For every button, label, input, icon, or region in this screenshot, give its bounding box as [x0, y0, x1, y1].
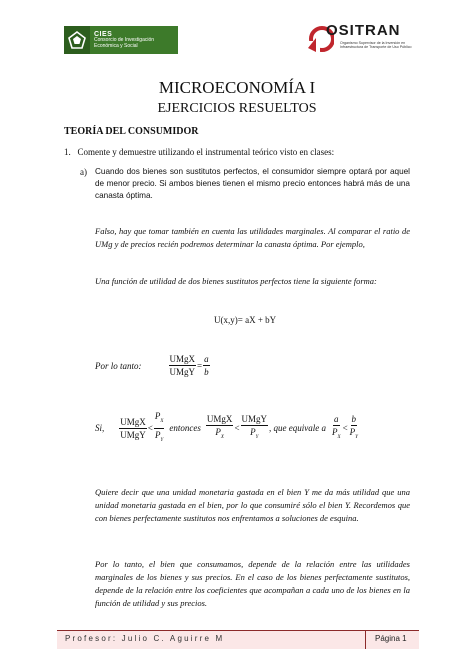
item-a-text: Cuando dos bienes son sustitutos perfectos, el consumidor siempre optará por aquel de menor precio. Si ambos bienes tienen el mismo precio entonces habrá más de una canasta óptima. [95, 167, 410, 200]
page-footer [57, 631, 419, 649]
frac-numerator: a [204, 354, 209, 364]
frac-numerator: a [334, 413, 339, 424]
cies-line1: Consorcio de Investigación [94, 37, 155, 44]
frac-denominator [154, 429, 164, 446]
si-label: Si, [95, 423, 105, 434]
equals-sign: = [197, 360, 203, 371]
frac-numerator: UMgX [206, 413, 233, 424]
umg-ratio-fraction [169, 354, 197, 377]
frac-denominator: UMgY [120, 429, 146, 440]
subscript: Y [255, 434, 259, 440]
p-symbol: P [215, 426, 221, 437]
document-title: MICROECONOMÍA I [158, 78, 316, 97]
umgx-price-fraction [206, 414, 234, 443]
document-subtitle: EJERCICIOS RESUELTOS [157, 101, 317, 116]
umg-ratio-fraction [119, 417, 147, 440]
subscript: Y [355, 434, 358, 440]
frac-denominator: b [204, 367, 209, 377]
cies-logo [64, 26, 178, 54]
p-symbol: P [332, 426, 338, 437]
por-lo-tanto-label: Por lo tanto: [95, 360, 142, 371]
item-a-label: a) [80, 167, 87, 177]
entonces-word: entonces [169, 423, 201, 434]
footer-page-number: Página 1 [375, 634, 407, 643]
utility-equation: U(x,y)= aX + bY [214, 315, 277, 325]
coef-ratio-fraction [203, 354, 210, 377]
answer-paragraph-4: Por lo tanto, el bien que consumamos, depende de la relación entre las utilidades marginales de los bienes y sus precios. En el caso de los bienes perfectamente sustitutos, depende de la relación entre los coeficientes que acompañan a cada uno de los bienes en la función de utilidad y sus precios. [95, 559, 410, 608]
frac-denominator [331, 426, 342, 443]
answer-paragraph-3: Quiere decir que una unidad monetaria gastada en el bien Y me da más utilidad que una unidad monetaria gastada en el bien, por lo que consumiré sólo el bien Y. Recordemos que con bienes perfectamente sustitutos nos enfrentamos a soluciones de esquina. [95, 487, 410, 523]
answer-paragraph-1: Falso, hay que tomar también en cuenta las utilidades marginales. Al comparar el ratio de UMg y de precios recién podremos determinar la canasta óptima. Por ejemplo, [95, 226, 410, 249]
subscript: X [220, 434, 224, 440]
item-a [80, 166, 410, 202]
equation-2 [95, 411, 360, 446]
footer-divider [365, 631, 366, 649]
ositran-name: OSITRAN [326, 22, 401, 39]
ositran-logo [306, 22, 418, 58]
p-symbol: P [154, 411, 161, 421]
footer-professor: Profesor: Julio C. Aguirre M [65, 634, 225, 643]
frac-numerator [154, 411, 165, 429]
equivale-phrase: , que equivale a [269, 423, 327, 434]
cies-line2: Económica y Social [94, 42, 138, 49]
ositran-subtitle: Organismo Supervisor de la Inversión en Infraestructura de Transporte de Uso Público [340, 41, 412, 50]
frac-numerator: b [351, 413, 357, 424]
less-than-sign: < [234, 423, 240, 434]
frac-denominator [349, 426, 359, 443]
frac-numerator: UMgX [169, 354, 196, 364]
frac-denominator: UMgY [169, 367, 196, 377]
frac-numerator: UMgY [241, 413, 268, 424]
section-heading: TEORÍA DEL CONSUMIDOR [64, 126, 199, 137]
frac-numerator: UMgX [120, 416, 146, 427]
cies-mark-icon [64, 26, 90, 54]
answer-paragraph-2: Una función de utilidad de dos bienes sustitutos perfectos tiene la siguiente forma: [95, 276, 377, 286]
equation-1 [95, 354, 211, 377]
frac-denominator [214, 426, 225, 443]
p-symbol: P [349, 426, 356, 437]
less-than-sign: < [147, 423, 153, 434]
subscript: X [160, 418, 164, 424]
umgy-price-fraction [241, 414, 269, 443]
price-ratio-fraction [154, 411, 165, 446]
frac-denominator [249, 426, 259, 443]
cies-name: CIES [94, 31, 113, 39]
question-1: 1. Comente y demuestre utilizando el instrumental teórico visto en clases: [64, 147, 335, 157]
p-symbol: P [155, 429, 161, 440]
a-price-fraction [331, 414, 342, 443]
subscript: Y [160, 437, 164, 443]
less-than-sign: < [342, 423, 348, 434]
b-price-fraction [349, 414, 359, 443]
p-symbol: P [250, 426, 256, 437]
subscript: X [337, 434, 341, 440]
